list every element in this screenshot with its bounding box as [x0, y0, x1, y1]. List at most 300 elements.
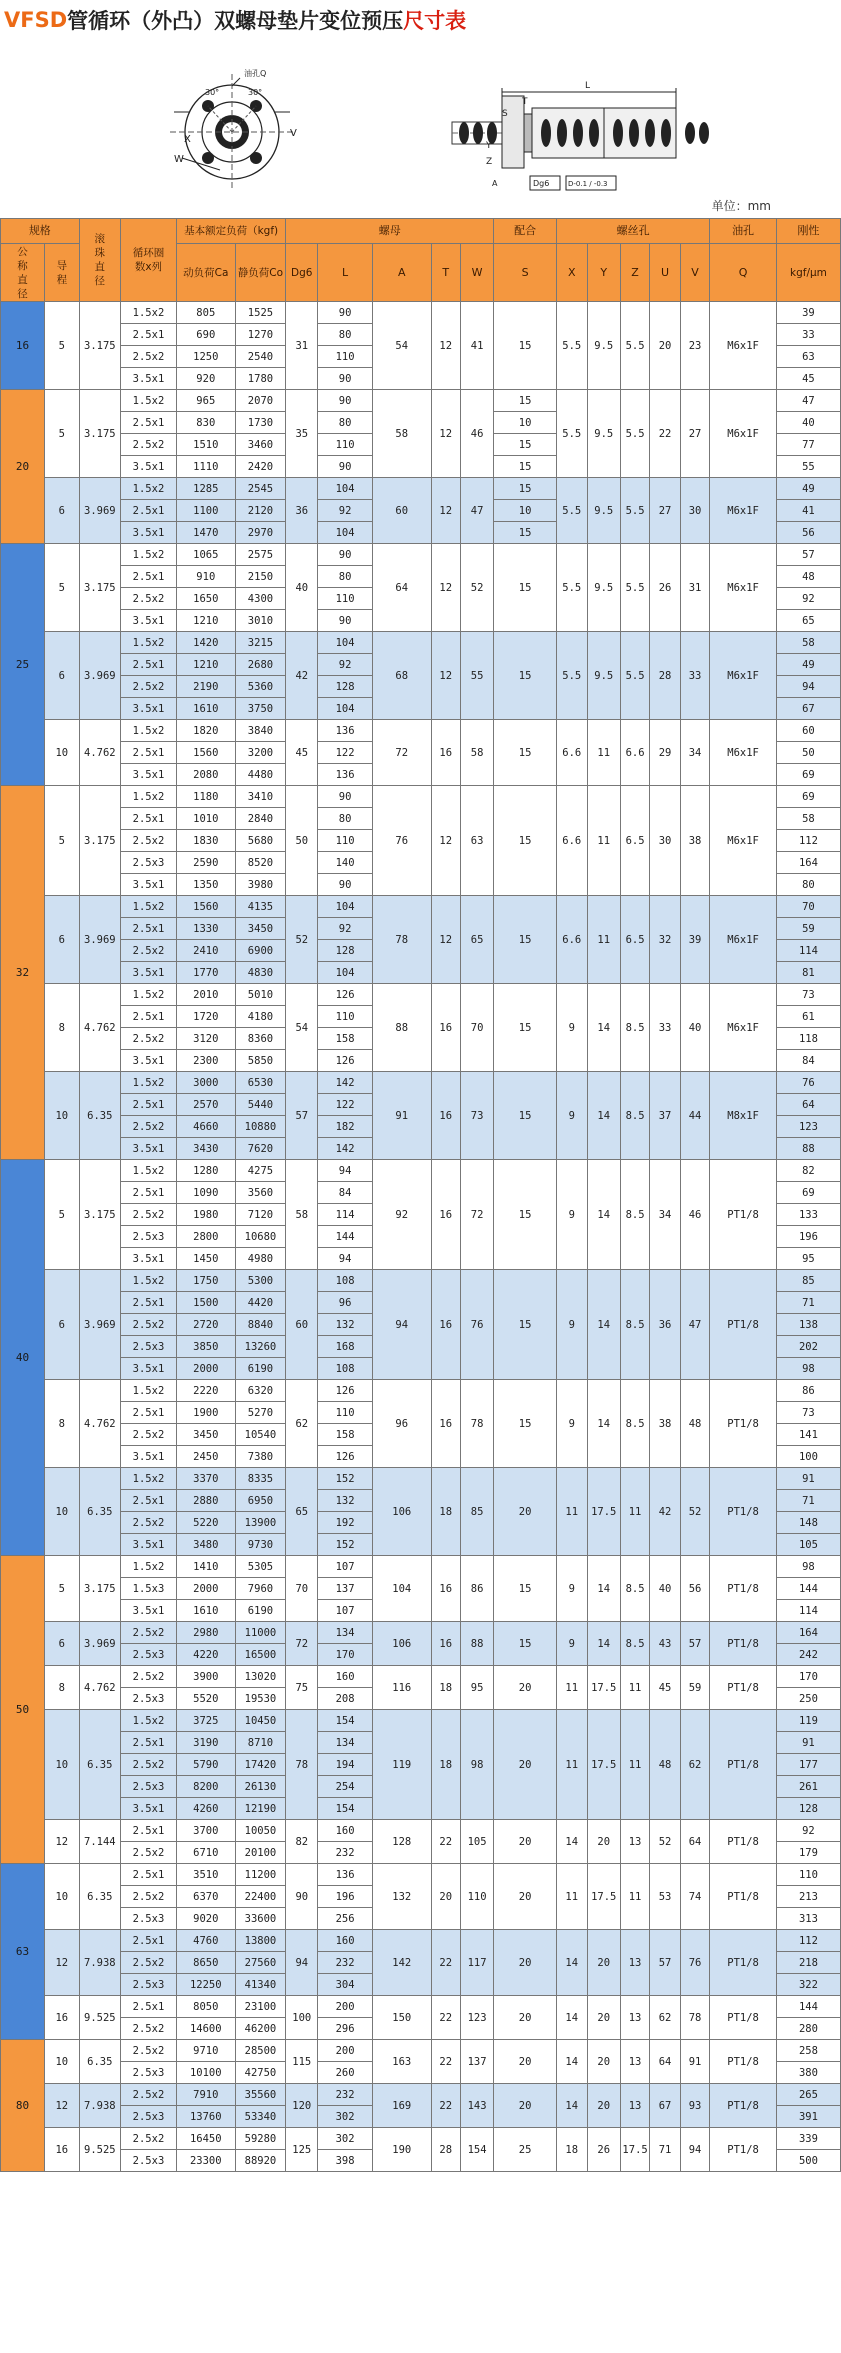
oil-hole-cell: PT1/8 [710, 1820, 777, 1864]
ball-diameter-cell: 4.762 [79, 1666, 120, 1710]
dg6-cell: 40 [286, 544, 318, 632]
circuits-cell: 3.5x1 [120, 456, 176, 478]
z-cell: 8.5 [620, 1270, 649, 1380]
length-cell: 144 [318, 1226, 373, 1248]
t-cell: 12 [431, 896, 460, 984]
static-load-cell: 33600 [235, 1908, 286, 1930]
static-load-cell: 2540 [235, 346, 286, 368]
y-cell: 11 [587, 720, 620, 786]
stiffness-cell: 94 [776, 676, 840, 698]
x-cell: 14 [556, 1820, 587, 1864]
z-cell: 17.5 [620, 2128, 649, 2172]
circuits-cell: 1.5x2 [120, 1468, 176, 1490]
header-l: L [318, 244, 373, 302]
v-cell: 57 [680, 1622, 709, 1666]
length-cell: 134 [318, 1622, 373, 1644]
u-cell: 64 [650, 2040, 681, 2084]
static-load-cell: 8710 [235, 1732, 286, 1754]
table-row [1, 1930, 841, 1952]
header-y: Y [587, 244, 620, 302]
header-ball-dia: 滚珠直径 [79, 219, 120, 302]
v-cell: 94 [680, 2128, 709, 2172]
a-cell: 132 [372, 1864, 431, 1930]
length-cell: 196 [318, 1886, 373, 1908]
circuits-cell: 2.5x1 [120, 1820, 176, 1842]
dg6-cell: 42 [286, 632, 318, 720]
w-cell: 72 [460, 1160, 493, 1270]
length-cell: 168 [318, 1336, 373, 1358]
static-load-cell: 26130 [235, 1776, 286, 1798]
v-cell: 40 [680, 984, 709, 1072]
nominal-diameter-cell: 16 [1, 302, 45, 390]
stiffness-cell: 313 [776, 1908, 840, 1930]
stiffness-cell: 100 [776, 1446, 840, 1468]
dynamic-load-cell: 1110 [176, 456, 235, 478]
z-cell: 5.5 [620, 478, 649, 544]
s-cell: 15 [494, 984, 557, 1072]
ball-diameter-cell: 4.762 [79, 984, 120, 1072]
dynamic-load-cell: 12250 [176, 1974, 235, 1996]
dynamic-load-cell: 5220 [176, 1512, 235, 1534]
static-load-cell: 16500 [235, 1644, 286, 1666]
w-cell: 58 [460, 720, 493, 786]
stiffness-cell: 84 [776, 1050, 840, 1072]
spec-table-body [1, 302, 841, 2172]
stiffness-cell: 92 [776, 588, 840, 610]
circuits-cell: 2.5x1 [120, 1292, 176, 1314]
stiffness-cell: 118 [776, 1028, 840, 1050]
circuits-cell: 3.5x1 [120, 874, 176, 896]
circuits-cell: 2.5x2 [120, 1424, 176, 1446]
circuits-cell: 2.5x1 [120, 1402, 176, 1424]
technical-drawing [0, 40, 841, 218]
static-load-cell: 10050 [235, 1820, 286, 1842]
length-cell: 126 [318, 1446, 373, 1468]
table-row [1, 1710, 841, 1732]
circuits-cell: 3.5x1 [120, 1798, 176, 1820]
lead-cell: 16 [44, 1996, 79, 2040]
circuits-cell: 1.5x3 [120, 1578, 176, 1600]
stiffness-cell: 71 [776, 1490, 840, 1512]
oil-hole-cell: M6x1F [710, 632, 777, 720]
s-cell: 15 [494, 1380, 557, 1468]
y-cell: 20 [587, 1996, 620, 2040]
dynamic-load-cell: 1610 [176, 1600, 235, 1622]
static-load-cell: 5440 [235, 1094, 286, 1116]
static-load-cell: 8360 [235, 1028, 286, 1050]
x-cell: 11 [556, 1710, 587, 1820]
static-load-cell: 2575 [235, 544, 286, 566]
length-cell: 132 [318, 1490, 373, 1512]
dynamic-load-cell: 1280 [176, 1160, 235, 1182]
circuits-cell: 2.5x1 [120, 500, 176, 522]
header-stat-load: 静负荷Co [235, 244, 286, 302]
length-cell: 90 [318, 544, 373, 566]
svg-text:L: L [585, 81, 591, 91]
oil-hole-cell: PT1/8 [710, 2084, 777, 2128]
v-cell: 27 [680, 390, 709, 478]
stiffness-cell: 61 [776, 1006, 840, 1028]
static-load-cell: 3450 [235, 918, 286, 940]
dg6-cell: 120 [286, 2084, 318, 2128]
dg6-cell: 90 [286, 1864, 318, 1930]
ball-diameter-cell: 9.525 [79, 1996, 120, 2040]
lead-cell: 8 [44, 1380, 79, 1468]
lead-cell: 5 [44, 544, 79, 632]
table-row [1, 1160, 841, 1182]
dynamic-load-cell: 16450 [176, 2128, 235, 2150]
stiffness-cell: 110 [776, 1864, 840, 1886]
t-cell: 16 [431, 720, 460, 786]
w-cell: 95 [460, 1666, 493, 1710]
z-cell: 13 [620, 1996, 649, 2040]
dynamic-load-cell: 2800 [176, 1226, 235, 1248]
oil-hole-cell: PT1/8 [710, 1160, 777, 1270]
circuits-cell: 2.5x2 [120, 1952, 176, 1974]
stiffness-cell: 56 [776, 522, 840, 544]
v-cell: 48 [680, 1380, 709, 1468]
dynamic-load-cell: 8200 [176, 1776, 235, 1798]
static-load-cell: 8520 [235, 852, 286, 874]
a-cell: 116 [372, 1666, 431, 1710]
length-cell: 104 [318, 698, 373, 720]
length-cell: 260 [318, 2062, 373, 2084]
stiffness-cell: 49 [776, 654, 840, 676]
nominal-diameter-cell: 80 [1, 2040, 45, 2172]
dynamic-load-cell: 1720 [176, 1006, 235, 1028]
length-cell: 398 [318, 2150, 373, 2172]
table-row [1, 632, 841, 654]
dg6-cell: 57 [286, 1072, 318, 1160]
dynamic-load-cell: 8050 [176, 1996, 235, 2018]
w-cell: 76 [460, 1270, 493, 1380]
stiffness-cell: 280 [776, 2018, 840, 2040]
a-cell: 106 [372, 1622, 431, 1666]
static-load-cell: 17420 [235, 1754, 286, 1776]
stiffness-cell: 179 [776, 1842, 840, 1864]
front-view [170, 68, 297, 190]
x-cell: 9 [556, 984, 587, 1072]
lead-cell: 10 [44, 2040, 79, 2084]
stiffness-cell: 85 [776, 1270, 840, 1292]
stiffness-cell: 339 [776, 2128, 840, 2150]
static-load-cell: 3750 [235, 698, 286, 720]
stiffness-cell: 80 [776, 874, 840, 896]
static-load-cell: 13800 [235, 1930, 286, 1952]
circuits-cell: 2.5x2 [120, 1314, 176, 1336]
z-cell: 8.5 [620, 1160, 649, 1270]
ball-diameter-cell: 9.525 [79, 2128, 120, 2172]
oil-hole-cell: PT1/8 [710, 1622, 777, 1666]
ball-diameter-cell: 7.938 [79, 1930, 120, 1996]
ball-diameter-cell: 3.175 [79, 302, 120, 390]
static-load-cell: 2120 [235, 500, 286, 522]
dynamic-load-cell: 3370 [176, 1468, 235, 1490]
length-cell: 200 [318, 2040, 373, 2062]
dynamic-load-cell: 3480 [176, 1534, 235, 1556]
svg-text:30°: 30° [205, 88, 220, 97]
length-cell: 232 [318, 2084, 373, 2106]
v-cell: 76 [680, 1930, 709, 1996]
dynamic-load-cell: 23300 [176, 2150, 235, 2172]
dynamic-load-cell: 4760 [176, 1930, 235, 1952]
stiffness-cell: 69 [776, 786, 840, 808]
table-row [1, 302, 841, 324]
dynamic-load-cell: 2300 [176, 1050, 235, 1072]
table-row [1, 1072, 841, 1094]
a-cell: 94 [372, 1270, 431, 1380]
header-dyn-load: 动负荷Ca [176, 244, 235, 302]
stiffness-cell: 250 [776, 1688, 840, 1710]
dg6-cell: 94 [286, 1930, 318, 1996]
length-cell: 296 [318, 2018, 373, 2040]
s-cell: 15 [494, 1072, 557, 1160]
z-cell: 11 [620, 1666, 649, 1710]
header-circuits: 循环圈数x列 [120, 219, 176, 302]
static-load-cell: 6530 [235, 1072, 286, 1094]
y-cell: 20 [587, 1820, 620, 1864]
static-load-cell: 2680 [235, 654, 286, 676]
length-cell: 134 [318, 1732, 373, 1754]
dynamic-load-cell: 1750 [176, 1270, 235, 1292]
dynamic-load-cell: 9020 [176, 1908, 235, 1930]
length-cell: 90 [318, 368, 373, 390]
circuits-cell: 2.5x1 [120, 1182, 176, 1204]
svg-text:V: V [290, 128, 297, 139]
s-cell: 15 [494, 632, 557, 720]
v-cell: 56 [680, 1556, 709, 1622]
header-lead: 导程 [44, 244, 79, 302]
oil-hole-cell: M6x1F [710, 478, 777, 544]
table-row [1, 786, 841, 808]
nominal-diameter-cell: 20 [1, 390, 45, 544]
t-cell: 18 [431, 1666, 460, 1710]
svg-text:X: X [184, 134, 191, 145]
dynamic-load-cell: 3900 [176, 1666, 235, 1688]
length-cell: 90 [318, 610, 373, 632]
static-load-cell: 3215 [235, 632, 286, 654]
svg-text:D-0.1 / -0.3: D-0.1 / -0.3 [568, 180, 608, 188]
table-row [1, 2084, 841, 2106]
z-cell: 6.6 [620, 720, 649, 786]
t-cell: 18 [431, 1710, 460, 1820]
stiffness-cell: 65 [776, 610, 840, 632]
length-cell: 110 [318, 1006, 373, 1028]
w-cell: 55 [460, 632, 493, 720]
circuits-cell: 2.5x3 [120, 1644, 176, 1666]
z-cell: 8.5 [620, 1072, 649, 1160]
length-cell: 104 [318, 522, 373, 544]
t-cell: 18 [431, 1468, 460, 1556]
static-load-cell: 7620 [235, 1138, 286, 1160]
stiffness-cell: 69 [776, 764, 840, 786]
length-cell: 152 [318, 1468, 373, 1490]
s-cell: 15 [494, 1622, 557, 1666]
v-cell: 59 [680, 1666, 709, 1710]
z-cell: 5.5 [620, 544, 649, 632]
nominal-diameter-cell: 63 [1, 1864, 45, 2040]
length-cell: 160 [318, 1820, 373, 1842]
length-cell: 136 [318, 720, 373, 742]
static-load-cell: 3840 [235, 720, 286, 742]
dynamic-load-cell: 1180 [176, 786, 235, 808]
stiffness-cell: 112 [776, 1930, 840, 1952]
ball-diameter-cell: 4.762 [79, 1380, 120, 1468]
length-cell: 140 [318, 852, 373, 874]
circuits-cell: 2.5x3 [120, 1776, 176, 1798]
a-cell: 92 [372, 1160, 431, 1270]
y-cell: 14 [587, 984, 620, 1072]
static-load-cell: 2840 [235, 808, 286, 830]
circuits-cell: 1.5x2 [120, 1710, 176, 1732]
u-cell: 36 [650, 1270, 681, 1380]
length-cell: 142 [318, 1138, 373, 1160]
lead-cell: 12 [44, 1820, 79, 1864]
circuits-cell: 2.5x1 [120, 412, 176, 434]
circuits-cell: 1.5x2 [120, 786, 176, 808]
static-load-cell: 6900 [235, 940, 286, 962]
dynamic-load-cell: 1410 [176, 1556, 235, 1578]
u-cell: 42 [650, 1468, 681, 1556]
length-cell: 302 [318, 2106, 373, 2128]
header-bolt: 螺丝孔 [556, 219, 709, 244]
dynamic-load-cell: 2410 [176, 940, 235, 962]
y-cell: 11 [587, 786, 620, 896]
dg6-cell: 72 [286, 1622, 318, 1666]
circuits-cell: 2.5x1 [120, 1930, 176, 1952]
dynamic-load-cell: 14600 [176, 2018, 235, 2040]
static-load-cell: 5850 [235, 1050, 286, 1072]
length-cell: 114 [318, 1204, 373, 1226]
circuits-cell: 1.5x2 [120, 720, 176, 742]
length-cell: 94 [318, 1160, 373, 1182]
dynamic-load-cell: 1610 [176, 698, 235, 720]
circuits-cell: 3.5x1 [120, 522, 176, 544]
svg-text:30°: 30° [248, 88, 263, 97]
oil-hole-cell: PT1/8 [710, 2040, 777, 2084]
w-cell: 98 [460, 1710, 493, 1820]
static-load-cell: 1525 [235, 302, 286, 324]
s-cell: 20 [494, 1710, 557, 1820]
length-cell: 94 [318, 1248, 373, 1270]
stiffness-cell: 164 [776, 1622, 840, 1644]
static-load-cell: 5305 [235, 1556, 286, 1578]
dg6-cell: 58 [286, 1160, 318, 1270]
header-w: W [460, 244, 493, 302]
stiffness-cell: 57 [776, 544, 840, 566]
circuits-cell: 3.5x1 [120, 1138, 176, 1160]
y-cell: 9.5 [587, 544, 620, 632]
a-cell: 68 [372, 632, 431, 720]
x-cell: 5.5 [556, 390, 587, 478]
s-cell: 15 [494, 390, 557, 412]
circuits-cell: 2.5x2 [120, 588, 176, 610]
dynamic-load-cell: 3510 [176, 1864, 235, 1886]
stiffness-cell: 81 [776, 962, 840, 984]
static-load-cell: 4420 [235, 1292, 286, 1314]
svg-text:S: S [502, 109, 508, 119]
circuits-cell: 2.5x1 [120, 742, 176, 764]
dynamic-load-cell: 3450 [176, 1424, 235, 1446]
static-load-cell: 2545 [235, 478, 286, 500]
header-z: Z [620, 244, 649, 302]
y-cell: 20 [587, 2040, 620, 2084]
circuits-cell: 2.5x2 [120, 1028, 176, 1050]
stiffness-cell: 112 [776, 830, 840, 852]
static-load-cell: 8840 [235, 1314, 286, 1336]
w-cell: 86 [460, 1556, 493, 1622]
x-cell: 18 [556, 2128, 587, 2172]
length-cell: 154 [318, 1710, 373, 1732]
dynamic-load-cell: 3000 [176, 1072, 235, 1094]
dynamic-load-cell: 2010 [176, 984, 235, 1006]
z-cell: 6.5 [620, 786, 649, 896]
z-cell: 13 [620, 2084, 649, 2128]
lead-cell: 5 [44, 1556, 79, 1622]
w-cell: 47 [460, 478, 493, 544]
table-row [1, 1666, 841, 1688]
stiffness-cell: 177 [776, 1754, 840, 1776]
ball-diameter-cell: 3.969 [79, 478, 120, 544]
stiffness-cell: 261 [776, 1776, 840, 1798]
x-cell: 6.6 [556, 896, 587, 984]
circuits-cell: 1.5x2 [120, 1072, 176, 1094]
circuits-cell: 2.5x3 [120, 2062, 176, 2084]
s-cell: 15 [494, 544, 557, 632]
z-cell: 11 [620, 1468, 649, 1556]
a-cell: 96 [372, 1380, 431, 1468]
static-load-cell: 10680 [235, 1226, 286, 1248]
a-cell: 150 [372, 1996, 431, 2040]
dynamic-load-cell: 5520 [176, 1688, 235, 1710]
a-cell: 76 [372, 786, 431, 896]
a-cell: 106 [372, 1468, 431, 1556]
title-suffix: 尺寸表 [403, 9, 467, 33]
circuits-cell: 2.5x2 [120, 676, 176, 698]
a-cell: 58 [372, 390, 431, 478]
lead-cell: 10 [44, 1468, 79, 1556]
stiffness-cell: 391 [776, 2106, 840, 2128]
table-row [1, 1380, 841, 1402]
dg6-cell: 50 [286, 786, 318, 896]
length-cell: 158 [318, 1028, 373, 1050]
stiffness-cell: 202 [776, 1336, 840, 1358]
circuits-cell: 2.5x3 [120, 1688, 176, 1710]
dynamic-load-cell: 1510 [176, 434, 235, 456]
circuits-cell: 2.5x2 [120, 346, 176, 368]
x-cell: 5.5 [556, 544, 587, 632]
lead-cell: 12 [44, 1930, 79, 1996]
circuits-cell: 2.5x3 [120, 1974, 176, 1996]
t-cell: 16 [431, 984, 460, 1072]
static-load-cell: 4300 [235, 588, 286, 610]
u-cell: 53 [650, 1864, 681, 1930]
dg6-cell: 115 [286, 2040, 318, 2084]
u-cell: 37 [650, 1072, 681, 1160]
length-cell: 90 [318, 456, 373, 478]
v-cell: 46 [680, 1160, 709, 1270]
oil-hole-cell: M6x1F [710, 896, 777, 984]
x-cell: 14 [556, 1996, 587, 2040]
ball-diameter-cell: 3.175 [79, 1556, 120, 1622]
stiffness-cell: 41 [776, 500, 840, 522]
s-cell: 20 [494, 1666, 557, 1710]
y-cell: 17.5 [587, 1666, 620, 1710]
oil-hole-cell: PT1/8 [710, 1468, 777, 1556]
ball-diameter-cell: 3.969 [79, 896, 120, 984]
oil-hole-cell: PT1/8 [710, 1996, 777, 2040]
table-row [1, 896, 841, 918]
